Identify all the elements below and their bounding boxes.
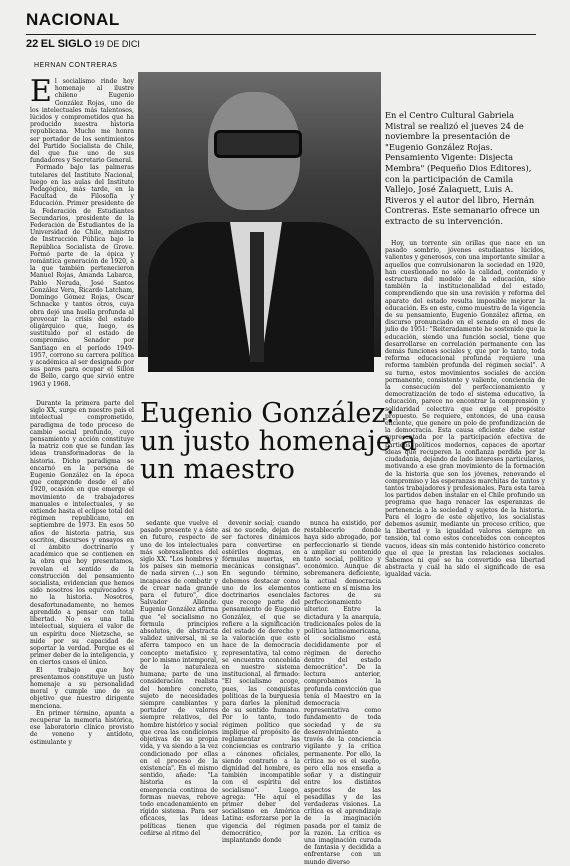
- article-column-2: [140, 520, 218, 837]
- paragraph: El trabajo que hoy presentamos constituye un justo homenaje a su personalidad moral y cumple uno de su objetivo que nuestro dirigente menciona.: [30, 666, 134, 710]
- glasses-shape: [214, 130, 302, 158]
- article-column-4: [304, 520, 381, 866]
- opening-paragraph: l socialismo rinde hoy homenaje al ilustre chileno Eugenio González Rojas, uno de los intelectuales más talentosos, lúcidos y comprometidos que ha producido nuestra historia republicana. Mucho me honra ser portador de los sentimientos del Partido Socialista de Chile, del que fue uno de sus fundadores y Secretario General.: [30, 78, 134, 165]
- byline: HERNAN CONTRERAS: [34, 62, 118, 69]
- article-column-1-top: [30, 74, 134, 398]
- page-info: [26, 38, 140, 50]
- paragraph: sedante que vuelve el pasado presente y a éste en futuro, respecto de uno de los intelectuales más sobresalientes del siglo XX. "Los hombres y los países sin memoria de nada sirven (...) son incapaces de combatir y de crear nada grande para el futuro", dice Salvador Allende. Eugenio González afirma que "el socialismo no formula principios absolutos, de abstracta validez universal, ni se aferra tampoco en un concepto metafísico y, por lo mismo intemporal, de la naturaleza humana; parte de una consideración realista del hombre concreto, sujeto de necesidades siempre cambiantes y portador de valores siempre relativos, del hombre histórico y social que crea las condiciones objetivas de su propia vida, y va siendo a la vez condicionado por ellas en el proceso de la existencia". En el mismo sentido, añade: "La historia es la emergencia continua de formas nuevas, rebove todo encadenamiento en rígido sistema. Para ser eficaces, las ideas políticas tienen que ceñirse al ritmo del: [140, 520, 218, 837]
- article-column-5: [385, 240, 545, 785]
- article-column-1-bottom: [30, 400, 134, 785]
- paragraph: En primer término, apunta a recuperar la memoria histórica, ese laboratorio clínico provisto de veneno y antídoto, estimulante y: [30, 709, 134, 746]
- portrait-photo: [138, 72, 381, 357]
- masthead: [26, 10, 536, 50]
- paragraph: devenir social; cuando así no sucede, dejan de ser factores dinámicos para convertirse en estériles dogmas, en fórmulas muertas, en mecánicas consignas". En segundo término, debemos destacar como uno de los elementos doctrinarios esenciales que recoge parte del pensamiento de Eugenio González, el que se refiere a la significación del estado de derecho y la valoración que este hace de la democracia representativa, tal como se encuentra concebida en nuestro sistema institucional, al firmado: "El socialismo acoge, pues, las conquistas políticas de la burguesía para darles la plenitud de su sentido humano. Por lo tanto, todo régimen político que implique el propósito de reglamentar las conciencias es contrario a cánones oficiales, siendo contrario a la dignidad del hombre, es también incompatible con el espíritu del socialismo". Luego, agrega: "He aquí el primer deber del socialismo en América Latina: esforzarse por la vigencia del régimen democrático, por implantando donde: [222, 520, 300, 844]
- page-number: 22: [26, 38, 39, 50]
- tie-shape: [250, 232, 264, 362]
- paragraph: nunca ha existido, por restablecerlo donde haya sido abrogado, por perfeccionarlo si tiende a ampliar su contenido tanto social, político y económico. Aunque de sobremanera deficiente, la actual democracia contiene en sí misma los factores de su perfeccionamiento ulterior. Entre la dictadura y la anarquía, tradicionales polos de la política latinoamericana, el socialismo está decididamente por el régimen de derecho dentro del estado democrático". De la lectura anterior, comprobamos la profunda convicción que tenía el Maestro en la democracia representativa como fundamento de toda sociedad y de su desenvolvimiento a través de la conciencia vigilante y la crítica permanente. Por ello, la crítica no es el sueño, pero ella nos enseña a soñar y a distinguir entre los distintos aspectos de las pesadillas y de las verdaderas visiones. La crítica es el aprendizaje de la imaginación pasada por el tamiz de la razón. La crítica es una imaginación curada de fantasía y decidida a enfrentarse con un mundo diverso: [304, 520, 381, 866]
- paper-name: EL SIGLO: [40, 38, 92, 50]
- paragraph: Hoy, un torrente sin orillas que nace en un pasado sombrío, jóvenes estudiantes lúcidos, valientes y generosos, con una importante similar a aquellos que convulsionaron la sociedad en 1920, han cuestionado no sólo la calidad, contenido y estructura del modelo de la educación, sino también la institucionalidad del estado, comprendiendo que sin una revisión y reforma del aparato del estado resulta imposible mejorar la educación. Es en este, como muestra de la vigencia de su pensamiento, Eugenio González afirma, en discurso pronunciado en el senado en el mes de julio de 1951: "Reiteradamente he sostenido que la educación, siendo una función social, tiene que desarrollarse en correlación permanente con las demás funciones sociales y, que por lo tanto, toda reforma educacional profunda requiere una reforma también profunda del régimen social". A su turno, estos movimientos sociales de acción permanente, consistente y valiente, conciencia de la consecución del perfeccionamiento y democratización de todo el sistema educativo, la educación, parece no encontrar la comprensión y solidaridad colectiva que exige el propósito propuesto. Se requiere, entonces, de una causa eficiente, que genere un polo de profundización de la democracia. Esta causa eficiente debe estar representada por la participación efectiva de partidos políticos modernos, capaces de aportar ideas que recuperen la confianza perdida por la ciudadanía, dejando de lado intereses particulares, motivando a ese gran movimiento de la formación de la historia que son los jóvenes, renovando el compromiso y las esperanzas marchitas de tantos y tantos trabajadores y profesionales. Para esta tarea los partidos deben instalar en el Chile profundo un programa que haga renacer las esperanzas de pertenencia a la sociedad y sujetos de la historia. Para el logro de este objetivo, los socialistas debemos asumir, mediante un proceso crítico, que la libertad y la igualdad valores siempre en tensión, tal como estos concebidos con conceptos vacuos, ideas sin más contenido histórico concreto que el que le prestan las relaciones sociales. Sabemos ni qué se ha convertido esa libertad abstracta y cuál ha sido el significado de esa igualdad vacía.: [385, 240, 545, 579]
- article-column-3: [222, 520, 300, 844]
- drop-cap: E: [30, 74, 52, 109]
- masthead-rule: [26, 34, 536, 35]
- headline: Eugenio González: un justo homenaje a un maestro: [140, 398, 417, 485]
- intro-text: En el Centro Cultural Gabriela Mistral se realizó el jueves 24 de noviembre la presentación de "Eugenio González Rojas. Pensamiento Vigente: Disjecta Membra" (Pequeño Dios Editores), con la participación de Camila Vallejo, José Zalaquett, Luis A. Riveros y el autor del libro, Hernán Contreras. Este semanario ofrece un extracto de su intervención.: [385, 110, 540, 226]
- paragraph: Durante la primera parte del siglo XX, surge en nuestro país el intelectual comprometido, paradigma de todo proceso de cambio social profundo, cuyo pensamiento y acción constituye la matriz con que se fundan las ideas transformadoras de la historia. Dicho paradigma se encarnó en la persona de Eugenio González en la época que comprende desde el año 1920, ocasión en que emerge el movimiento de trabajadores manuales e intelectuales, y se extiende hasta el eclipse total del régimen republicano, en septiembre de 1973. En esos 50 años de historia patria, sus escritos, discursos y ensayos en el ámbito doctrinario y académico que se contienen en la obra que hoy presentamos, revelan el sentido de la construcción del pensamiento socialista, evidencian que hemos sido nosotros los equivocados y no la historia. Nosotros, desafortunadamente, no hemos aprendido a pensar con total libertad. No es una falla intelectual, siquiera el valor de un espíritu doce Nietzsche, se mide por su capacidad de soportar la verdad. Porque es el primer deber de la inteligencia, y en ciertos casos el único.: [30, 400, 134, 667]
- issue-date: 19 DE DICI: [94, 39, 140, 49]
- paragraph: Formado bajo las palmeras tutelares del Instituto Nacional, luego en las aulas del Instituto Pedagógico, más tarde, en la Facultad de Filosofía y Educación. Primer presidente de la Federación de Estudiantes Secundarios, presidente de la Federación de Estudiantes de la Universidad de Chile, ministro de Instrucción Pública bajo la República Socialista de Grove. Formó parte de la épica y romántica generación de 1920, a la que también pertenecieron Manuel Rojas, Amanda Labarca, Pablo Neruda, José Santos González Vera, Ricardo Latcham, Domingo Gómez Rojas, Oscar Schnacke y tantos otros, cuya obra dejó una huella profunda al provocar la crisis del estado oligárquico que, luego, es sustituido por el estado de compromiso. Senador por Santiago en el período 1949-1957, corrono su carrera política y académica al ser designado por sus pares para ocupar el Sillón de Bello, cargo que sirvió entre 1963 y 1968.: [30, 164, 134, 388]
- section-title: NACIONAL: [26, 10, 120, 29]
